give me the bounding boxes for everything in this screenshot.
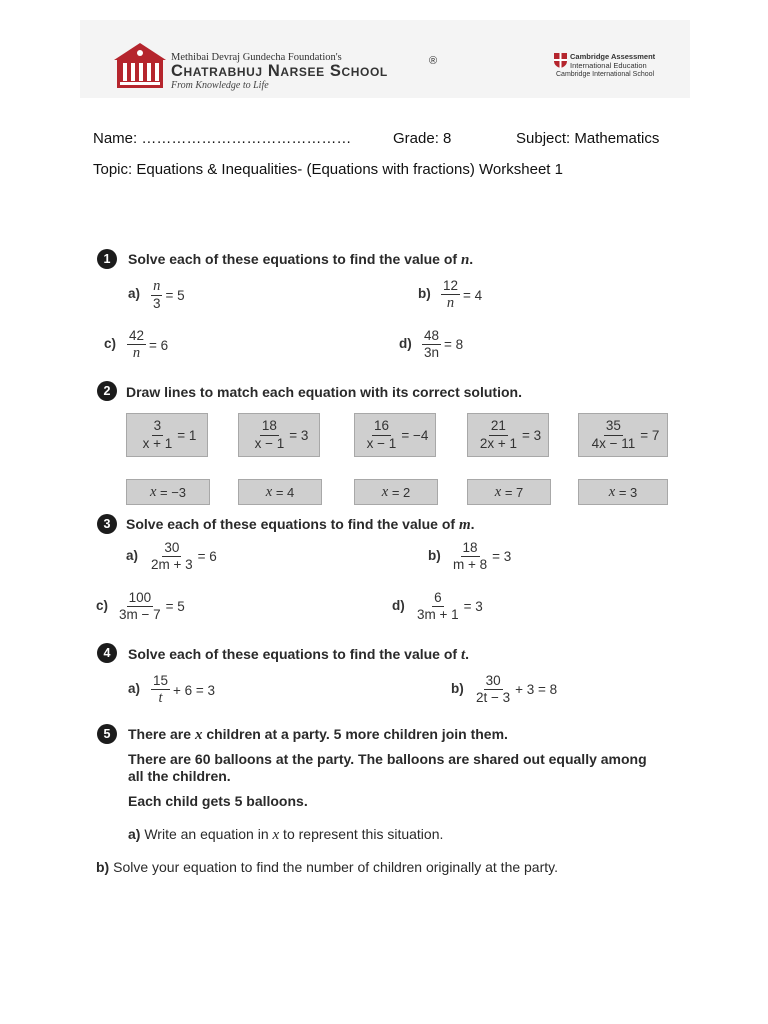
cambridge-line-3: Cambridge International School [556, 71, 655, 78]
question-5-line-4: Each child gets 5 balloons. [128, 793, 308, 809]
match-solution-box[interactable]: x = 4 [238, 479, 322, 505]
q1-part-d-label: d) [399, 336, 412, 351]
match-equation-box[interactable]: $\frac{35}{4x - 11}$ = 7 [578, 413, 668, 457]
q1-part-c-label: c) [104, 336, 117, 351]
q3-part-b-label: b) [428, 548, 441, 563]
q3-part-c-label: c) [96, 598, 109, 613]
match-solution-box[interactable]: x = 2 [354, 479, 438, 505]
question-5-part-a: a) Write an equation in x to represent this situation. [128, 826, 444, 843]
q1-part-b-label: b) [418, 286, 431, 301]
school-tagline: From Knowledge to Life [171, 80, 269, 91]
match-equation-box[interactable]: $\frac{16}{x - 1}$ = −4 [354, 413, 436, 457]
question-1-text: Solve each of these equations to find the value of n. [128, 251, 474, 268]
school-name: Chatrabhuj Narsee School [171, 62, 388, 80]
q4-part-b-label: b) [451, 681, 464, 696]
q1-part-a-equation: $\frac{n}{3}$ = 5 [153, 278, 185, 312]
q1-part-d-equation: $\frac{48}{3n}$ = 8 [424, 328, 464, 361]
topic-label: Topic: Equations & Inequalities- (Equations with fractions) Worksheet 1 [93, 161, 563, 178]
question-4-number: 4 [97, 643, 117, 663]
q4-part-b-equation: $\frac{30}{2t - 3}$ + 3 = 8 [476, 673, 558, 706]
q4-part-a-equation: $\frac{15}{t}$ + 6 = 3 [153, 673, 216, 707]
match-equation-box[interactable]: $\frac{3}{x + 1}$ = 1 [126, 413, 208, 457]
q1-part-b-equation: $\frac{12}{n}$ = 4 [443, 278, 483, 312]
school-emblem-icon [113, 42, 167, 92]
subject-label: Subject: Mathematics [516, 130, 660, 147]
match-solution-box[interactable]: x = −3 [126, 479, 210, 505]
match-equation-box[interactable]: $\frac{21}{2x + 1}$ = 3 [467, 413, 549, 457]
match-equation-box[interactable]: $\frac{18}{x - 1}$ = 3 [238, 413, 320, 457]
q1-part-c-equation: $\frac{42}{n}$ = 6 [129, 328, 169, 362]
cambridge-shield-icon [554, 53, 567, 68]
grade-label: Grade: 8 [393, 130, 452, 147]
question-1-number: 1 [97, 249, 117, 269]
question-5-line-2: There are 60 balloons at the party. The balloons are shared out equally among [128, 751, 647, 767]
q3-part-d-label: d) [392, 598, 405, 613]
name-field: Name: …………………………………… [93, 130, 352, 147]
question-3-text: Solve each of these equations to find the value of m. [126, 516, 475, 533]
q1-part-a-label: a) [128, 286, 141, 301]
registered-mark: ® [429, 55, 438, 67]
q3-part-d-equation: $\frac{6}{3m + 1}$ = 3 [417, 590, 483, 623]
q3-part-c-equation: $\frac{100}{3m - 7}$ = 5 [119, 590, 185, 623]
foundation-name: Methibai Devraj Gundecha Foundation's [171, 52, 342, 63]
q4-part-a-label: a) [128, 681, 141, 696]
q3-part-b-equation: $\frac{18}{m + 8}$ = 3 [453, 540, 512, 573]
question-3-number: 3 [97, 514, 117, 534]
q3-part-a-equation: $\frac{30}{2m + 3}$ = 6 [151, 540, 217, 573]
cambridge-line-1: Cambridge Assessment [570, 52, 656, 61]
question-5-line-3: all the children. [128, 768, 231, 784]
question-5-number: 5 [97, 724, 117, 744]
match-solution-box[interactable]: x = 3 [578, 479, 668, 505]
q3-part-a-label: a) [126, 548, 139, 563]
cambridge-line-2: International Education [570, 61, 647, 70]
question-5-part-b: b) Solve your equation to find the number of children originally at the party. [96, 859, 558, 875]
question-2-number: 2 [97, 381, 117, 401]
question-2-text: Draw lines to match each equation with its correct solution. [126, 384, 522, 400]
match-solution-box[interactable]: x = 7 [467, 479, 551, 505]
question-4-text: Solve each of these equations to find the value of t. [128, 646, 470, 663]
question-5-line-1: There are x children at a party. 5 more children join them. [128, 726, 508, 743]
